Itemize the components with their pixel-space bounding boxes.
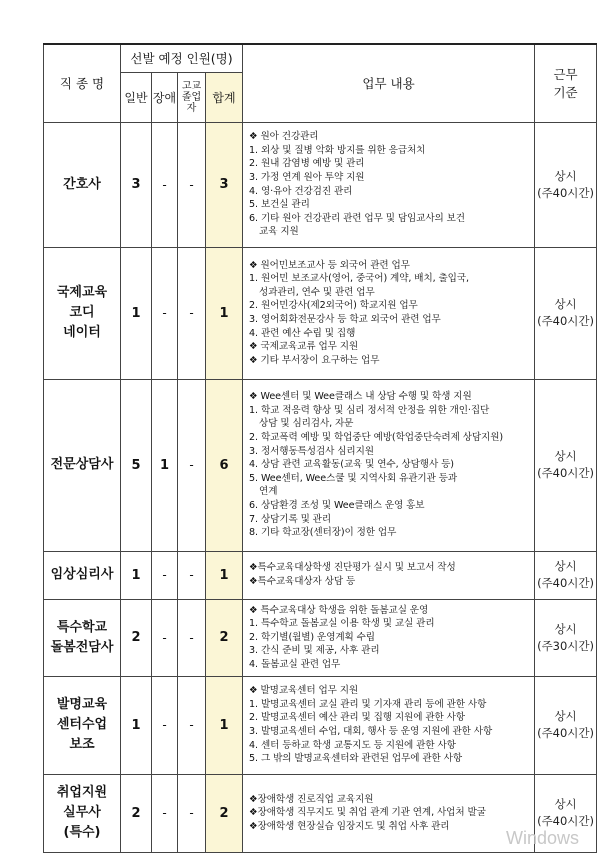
table-row <box>44 599 597 676</box>
table-row <box>44 379 597 551</box>
duty-line: 1. 외상 및 질병 악화 방지를 위한 응급처치 <box>249 144 426 156</box>
duty-line: 4. 상담 관련 교육활동(교육 및 연수, 상담행사 등) <box>249 459 454 471</box>
duty-line: ❖ 발명교육센터 업무 지원 <box>249 685 359 697</box>
count-disabled: - <box>152 551 178 599</box>
count-total: 1 <box>206 551 243 599</box>
job-name-line: (특수) <box>63 825 101 840</box>
duty-line: 1. 발명교육센터 교실 관리 및 기자재 관리 등에 관한 사항 <box>249 698 487 710</box>
header-job-type: 직 종 명 <box>44 44 121 122</box>
count-high-school: - <box>178 599 206 676</box>
work-standard-line: (주30시간) <box>537 638 595 653</box>
duty-line: 2. 원어민강사(제2외국어) 학교지원 업무 <box>249 300 418 312</box>
header-total: 합계 <box>206 72 243 122</box>
duty-line: 1. 학교 적응력 향상 및 심리 정서적 안정을 위한 개인·집단 <box>249 404 490 416</box>
work-standard-line: 상시 <box>554 709 577 723</box>
work-standard-line: 상시 <box>554 297 577 311</box>
work-standard-cell <box>535 599 597 676</box>
duty-line: 4. 센터 등하교 학생 교통지도 등 지원에 관한 사항 <box>249 739 456 751</box>
header-work-standard: 근무 기준 <box>535 44 597 122</box>
duties-cell <box>243 774 535 852</box>
duty-line: 3. 간식 준비 및 제공, 사후 관리 <box>249 645 380 657</box>
table-row <box>44 676 597 774</box>
work-standard-line: (주40시간) <box>537 466 595 480</box>
duty-line: 5. 그 밖의 발명교육센터와 관련된 업무에 관한 사항 <box>249 753 462 765</box>
job-name-line: 특수학교 <box>56 619 108 635</box>
header-general: 일반 <box>121 72 152 122</box>
work-standard-cell <box>535 379 597 551</box>
count-total: 3 <box>206 122 243 247</box>
work-standard-cell <box>535 122 597 247</box>
work-standard-cell <box>535 551 597 599</box>
duty-line: ❖장애학생 현장실습 임장지도 및 취업 사후 관리 <box>249 820 450 832</box>
duty-line: 2. 학기별(월별) 운영계획 수립 <box>249 631 375 643</box>
job-name-line: 전문상담사 <box>50 457 114 472</box>
count-disabled: 1 <box>152 379 178 551</box>
duty-line: ❖특수교육대상자 상담 등 <box>249 576 356 587</box>
job-name-cell <box>44 122 121 247</box>
duty-line: 8. 기타 학교장(센터장)이 정한 업무 <box>249 527 397 539</box>
count-disabled: - <box>152 676 178 774</box>
work-standard-line: 상시 <box>554 168 577 183</box>
duty-line: 4. 돌봄교실 관련 업무 <box>249 658 341 670</box>
duty-line: ❖ 특수교육대상 학생을 위한 돌봄교실 운영 <box>249 604 429 616</box>
count-high-school: - <box>178 774 206 852</box>
work-standard-line: (주40시간) <box>537 726 595 740</box>
job-name-line: 센터수업 <box>56 717 108 732</box>
work-standard-line: (주40시간) <box>537 185 595 200</box>
duty-line: 4. 관련 예산 수립 및 집행 <box>249 327 356 339</box>
count-disabled: - <box>152 247 178 379</box>
duty-line: 1. 원어민 보조교사(영어, 중국어) 계약, 배치, 출입국, <box>249 273 469 285</box>
count-total: 2 <box>206 774 243 852</box>
count-general: 2 <box>121 599 152 676</box>
count-general: 1 <box>121 247 152 379</box>
count-disabled: - <box>152 122 178 247</box>
count-total: 1 <box>206 247 243 379</box>
table-row <box>44 551 597 599</box>
work-standard-line: 상시 <box>554 559 577 573</box>
job-name-cell <box>44 551 121 599</box>
duty-line: ❖ Wee센터 및 Wee클래스 내 상담 수행 및 학생 지원 <box>249 391 472 403</box>
header-selection-group: 선발 예정 인원(명) <box>121 44 243 72</box>
job-name-line: 돌봄전담사 <box>50 639 114 655</box>
duty-line: ❖ 원아 건강관리 <box>249 131 319 143</box>
duties-cell <box>243 247 535 379</box>
count-disabled: - <box>152 599 178 676</box>
duty-line: 3. 정서행동특성검사 심리지원 <box>249 445 374 457</box>
job-name-line: 취업지원 <box>56 785 108 800</box>
work-standard-line: 상시 <box>554 797 577 811</box>
duties-cell <box>243 676 535 774</box>
job-name-cell <box>44 599 121 676</box>
job-name-line: 국제교육 <box>56 285 108 300</box>
duties-cell <box>243 122 535 247</box>
count-total: 6 <box>206 379 243 551</box>
table-row <box>44 122 597 247</box>
duty-line: ❖ 기타 부서장이 요구하는 업무 <box>249 354 380 366</box>
duty-line: 4. 영·유아 건강검진 관리 <box>249 185 353 197</box>
duty-line: ❖ 국제교육교류 업무 지원 <box>249 341 359 353</box>
count-disabled: - <box>152 774 178 852</box>
header-disabled: 장애 <box>152 72 178 122</box>
job-name-line: 네이터 <box>63 325 101 340</box>
work-standard-line: 상시 <box>554 621 577 636</box>
duty-line: ❖장애학생 진로직업 교육지원 <box>249 793 374 805</box>
work-standard-line: (주40시간) <box>537 814 595 828</box>
header-duties: 업무 내용 <box>243 44 535 122</box>
duty-line: 7. 상담기록 및 관리 <box>249 513 332 525</box>
duty-line: 3. 영어회화전문강사 등 학교 외국어 관련 업무 <box>249 314 441 325</box>
recruitment-table <box>43 43 597 853</box>
duties-cell <box>243 379 535 551</box>
job-name-line: 간호사 <box>63 176 101 192</box>
duty-line: 상담 및 심리검사, 자문 <box>259 418 354 430</box>
count-general: 2 <box>121 774 152 852</box>
duty-line: 2. 원내 감염병 예방 및 관리 <box>249 158 365 170</box>
duty-line: 6. 상담환경 조성 및 Wee클래스 운영 홍보 <box>249 499 425 511</box>
count-general: 5 <box>121 379 152 551</box>
duty-line: 2. 발명교육센터 예산 관리 및 집행 지원에 관한 사항 <box>249 712 465 724</box>
duty-line: 3. 가정 연계 원아 투약 지원 <box>249 171 365 183</box>
windows-watermark: Windows <box>506 828 580 848</box>
count-general: 3 <box>121 122 152 247</box>
count-high-school: - <box>178 122 206 247</box>
duty-line: 2. 학교폭력 예방 및 학업중단 예방(학업중단숙려제 상담지원) <box>249 432 504 444</box>
count-high-school: - <box>178 676 206 774</box>
duty-line: 성과관리, 연수 및 관련 업무 <box>259 286 375 298</box>
duty-line: 5. Wee센터, Wee스쿨 및 지역사회 유관기관 등과 <box>249 472 458 484</box>
count-general: 1 <box>121 676 152 774</box>
duty-line: 1. 특수학교 돌봄교실 이용 학생 및 교실 관리 <box>249 618 435 630</box>
duty-line: 연계 <box>259 486 278 498</box>
duty-line: 5. 보건실 관리 <box>249 199 310 211</box>
duties-cell <box>243 599 535 676</box>
duty-line: 3. 발명교육센터 수업, 대회, 행사 등 운영 지원에 관한 사항 <box>249 726 493 737</box>
table-row <box>44 247 597 379</box>
count-high-school: - <box>178 551 206 599</box>
count-total: 1 <box>206 676 243 774</box>
work-standard-line: 상시 <box>554 449 577 463</box>
work-standard-line: (주40시간) <box>537 576 595 590</box>
work-standard-cell <box>535 247 597 379</box>
work-standard-cell <box>535 676 597 774</box>
duty-line: 교육 지원 <box>259 226 299 238</box>
duties-cell <box>243 551 535 599</box>
job-name-cell <box>44 379 121 551</box>
work-standard-line: (주40시간) <box>537 314 595 328</box>
duty-line: ❖장애학생 직무지도 및 취업 관계 기관 연계, 사업처 발굴 <box>249 807 486 819</box>
count-total: 2 <box>206 599 243 676</box>
job-name-line: 보조 <box>69 737 95 752</box>
duty-line: 6. 기타 원아 건강관리 관련 업무 및 담임교사의 보건 <box>249 212 465 224</box>
job-name-line: 임상심리사 <box>50 567 114 582</box>
job-name-cell <box>44 247 121 379</box>
job-name-line: 실무사 <box>63 805 101 820</box>
duty-line: ❖ 원어민보조교사 등 외국어 관련 업무 <box>249 259 410 271</box>
count-general: 1 <box>121 551 152 599</box>
job-name-line: 발명교육 <box>56 697 108 712</box>
count-high-school: - <box>178 379 206 551</box>
job-name-cell <box>44 676 121 774</box>
job-name-cell <box>44 774 121 852</box>
duty-line: ❖특수교육대상학생 진단평가 실시 및 보고서 작성 <box>249 562 456 574</box>
header-high-school: 고교 졸업자 <box>178 72 206 122</box>
count-high-school: - <box>178 247 206 379</box>
job-name-line: 코디 <box>69 305 95 320</box>
